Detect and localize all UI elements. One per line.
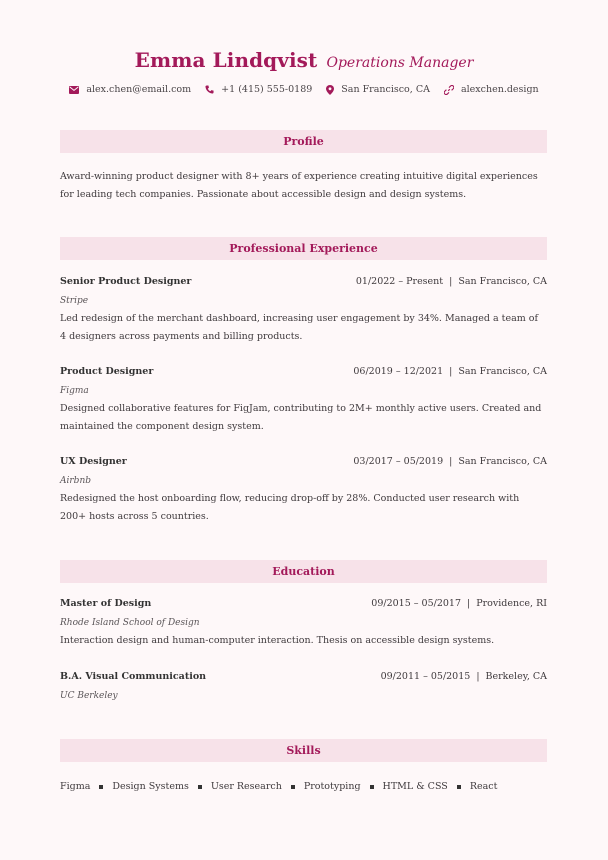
skill-item: React bbox=[469, 781, 498, 792]
skill-separator bbox=[99, 785, 103, 789]
job-description: Redesigned the host onboarding flow, reducing drop-off by 28%. Conducted user research with 200+ hosts across 5 countries. bbox=[60, 493, 520, 522]
education-location: Providence, RI bbox=[476, 598, 547, 609]
section-heading-experience: Professional Experience bbox=[60, 237, 547, 260]
candidate-name: Emma Lindqvist bbox=[134, 48, 318, 72]
education-description: Interaction design and human-computer interaction. Thesis on accessible design systems. bbox=[60, 635, 495, 646]
section-heading-education: Education bbox=[60, 560, 547, 583]
skill-item: Figma bbox=[60, 781, 91, 792]
section-heading-profile: Profile bbox=[60, 130, 547, 153]
contact-phone-text: +1 (415) 555-0189 bbox=[221, 84, 313, 95]
mail-icon bbox=[69, 86, 79, 94]
contact-email-text: alex.chen@email.com bbox=[86, 84, 192, 95]
skill-separator bbox=[198, 785, 202, 789]
job-title: UX Designer bbox=[60, 456, 127, 467]
company-name: Figma bbox=[60, 386, 89, 396]
skill-item: HTML & CSS bbox=[382, 781, 448, 792]
phone-icon bbox=[205, 85, 214, 94]
job-description: Designed collaborative features for FigJam, contributing to 2M+ monthly active users. Created and maintained the component design system. bbox=[60, 403, 542, 432]
skill-item: User Research bbox=[210, 781, 282, 792]
job-meta: 01/2022 – Present | San Francisco, CA bbox=[355, 276, 547, 287]
contact-location-text: San Francisco, CA bbox=[341, 84, 430, 95]
skill-separator bbox=[291, 785, 295, 789]
contact-website[interactable] bbox=[444, 84, 539, 95]
contact-email[interactable] bbox=[69, 84, 191, 95]
experience-entry bbox=[60, 276, 547, 345]
education-entry bbox=[60, 671, 547, 705]
experience-entry bbox=[60, 456, 547, 525]
job-meta: 03/2017 – 05/2019 | San Francisco, CA bbox=[353, 456, 547, 467]
education-dates: 09/2015 – 05/2017 bbox=[371, 598, 462, 609]
candidate-title: Operations Manager bbox=[326, 55, 474, 71]
skill-item: Prototyping bbox=[303, 781, 361, 792]
skills-list bbox=[60, 781, 547, 792]
link-icon bbox=[444, 85, 454, 95]
job-dates: 01/2022 – Present bbox=[355, 276, 444, 287]
contact-website-text: alexchen.design bbox=[460, 84, 539, 95]
contact-phone[interactable] bbox=[205, 84, 312, 95]
job-location: San Francisco, CA bbox=[458, 366, 547, 377]
job-title: Product Designer bbox=[60, 366, 154, 377]
skill-item: Design Systems bbox=[112, 781, 189, 792]
job-location: San Francisco, CA bbox=[458, 456, 547, 467]
contact-bar bbox=[0, 84, 608, 95]
company-name: Airbnb bbox=[60, 476, 91, 486]
location-pin-icon bbox=[326, 85, 334, 95]
school-name: UC Berkeley bbox=[60, 691, 118, 701]
section-heading-skills: Skills bbox=[60, 739, 547, 762]
resume-header bbox=[0, 48, 608, 72]
profile-summary: Award-winning product designer with 8+ years of experience creating intuitive digital experiences for leading tech companies. Passionate about accessible design and design systems. bbox=[60, 171, 538, 200]
education-meta: 09/2015 – 05/2017 | Providence, RI bbox=[371, 598, 547, 609]
company-name: Stripe bbox=[60, 296, 89, 306]
job-description: Led redesign of the merchant dashboard, increasing user engagement by 34%. Managed a team of 4 designers across payments and billing products. bbox=[60, 313, 539, 342]
education-entry bbox=[60, 598, 547, 650]
job-title: Senior Product Designer bbox=[60, 276, 192, 287]
experience-entry bbox=[60, 366, 547, 435]
job-location: San Francisco, CA bbox=[458, 276, 547, 287]
job-dates: 06/2019 – 12/2021 bbox=[353, 366, 444, 377]
job-meta: 06/2019 – 12/2021 | San Francisco, CA bbox=[353, 366, 547, 377]
education-dates: 09/2011 – 05/2015 bbox=[380, 671, 471, 682]
school-name: Rhode Island School of Design bbox=[60, 618, 200, 628]
degree-title: B.A. Visual Communication bbox=[60, 671, 207, 682]
contact-location bbox=[326, 84, 430, 95]
job-dates: 03/2017 – 05/2019 bbox=[353, 456, 444, 467]
degree-title: Master of Design bbox=[60, 598, 152, 609]
skill-separator bbox=[370, 785, 374, 789]
education-location: Berkeley, CA bbox=[485, 671, 547, 682]
education-meta: 09/2011 – 05/2015 | Berkeley, CA bbox=[380, 671, 547, 682]
skill-separator bbox=[457, 785, 461, 789]
